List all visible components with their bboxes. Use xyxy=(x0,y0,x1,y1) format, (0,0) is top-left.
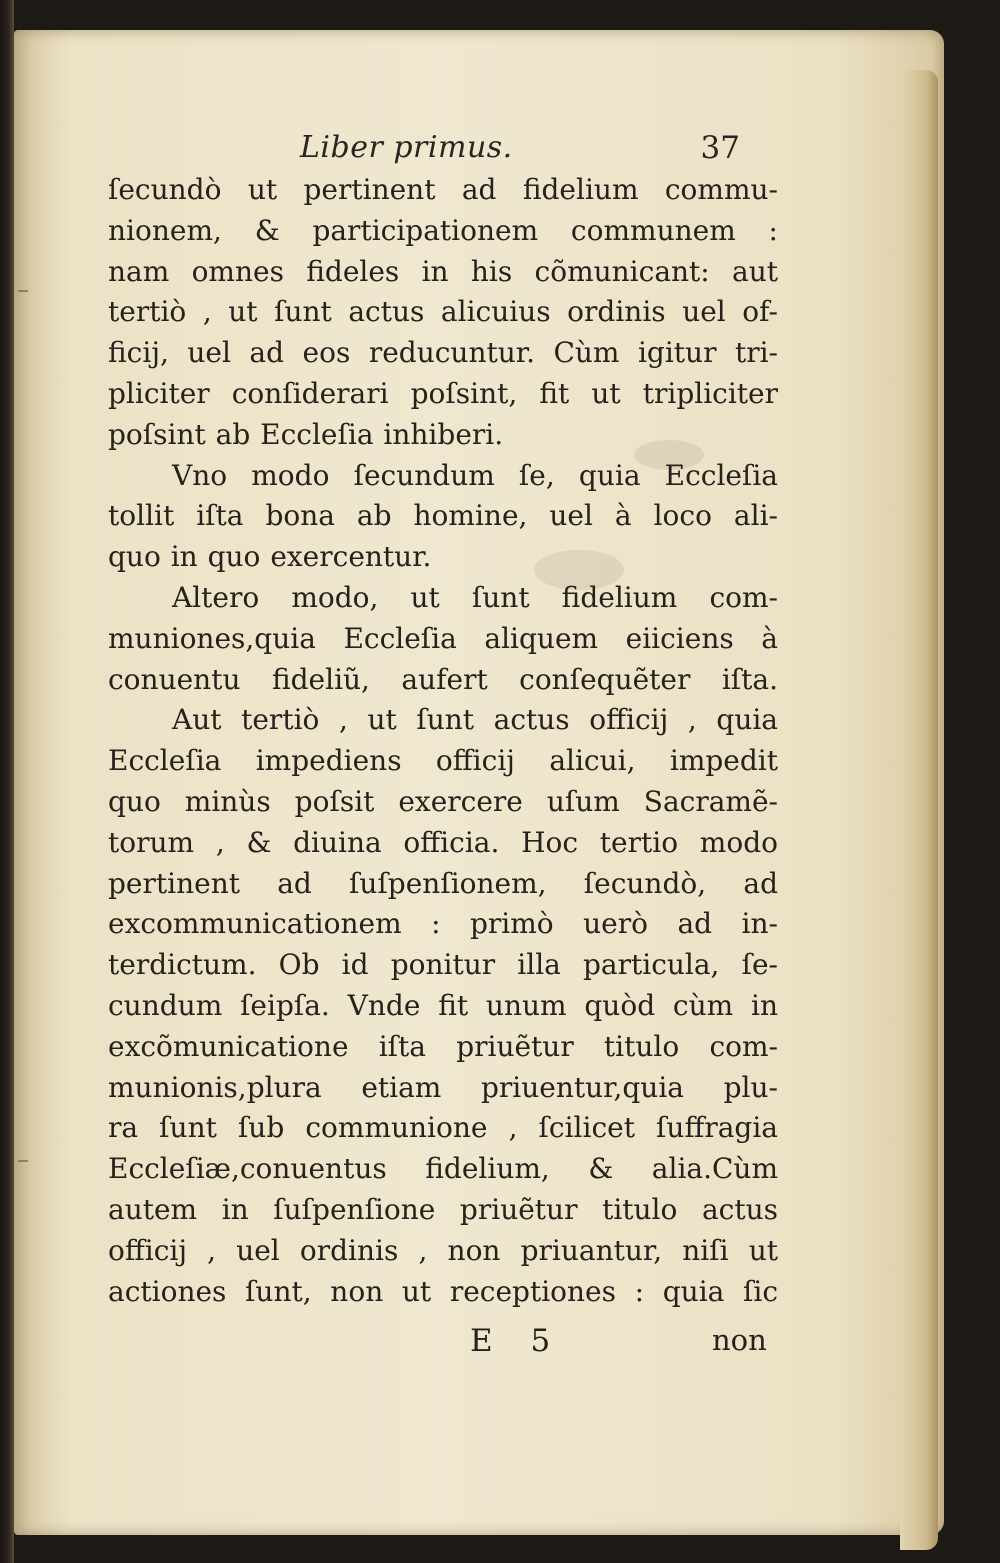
text-line: Eccleſiæ,conuentus fidelium, & alia.Cùm xyxy=(108,1152,778,1186)
text-line: ſecundò ut pertinent ad fidelium commu- xyxy=(108,173,778,206)
text-line: terdictum. Ob id ponitur illa particula, ſe- xyxy=(108,948,778,982)
page-number: 37 xyxy=(700,130,740,166)
text-line: officij , uel ordinis , non priuantur, niſi ut xyxy=(108,1233,778,1267)
text-line: actiones ſunt, non ut receptiones : quia ſic xyxy=(108,1274,778,1308)
margin-mark xyxy=(18,290,28,292)
margin-mark xyxy=(18,1160,28,1162)
page-edge-shadow xyxy=(900,70,938,1550)
text-line: ficij, uel ad eos reducuntur. Cùm igitur tri- xyxy=(108,336,778,370)
text-line: nam omnes fideles in his cõmunicant: aut xyxy=(108,254,778,288)
text-line: poſsint ab Eccleſia inhiberi. xyxy=(108,417,504,451)
paragraph-start-line: Aut tertiò , ut ſunt actus officij , quia xyxy=(172,703,778,737)
text-line: pertinent ad ſuſpenſionem, ſecundò, ad xyxy=(108,866,778,900)
text-line: Eccleſia impediens officij alicui, impedit xyxy=(108,744,778,778)
text-line: tertiò , ut ſunt actus alicuius ordinis uel of- xyxy=(108,295,778,329)
text-line: muniones,quia Eccleſia aliquem eiiciens à xyxy=(108,621,778,655)
body-text xyxy=(108,170,778,1312)
text-line: autem in ſuſpenſione priuẽtur titulo actus xyxy=(108,1192,778,1226)
text-line: quo in quo exercentur. xyxy=(108,540,432,574)
page-header xyxy=(300,130,740,170)
text-line: excõmunicatione iſta priuẽtur titulo com- xyxy=(108,1029,778,1063)
paragraph-start-line: Altero modo, ut ſunt fidelium com- xyxy=(172,580,778,614)
text-line: conuentu fideliũ, aufert conſequẽter iſta. xyxy=(108,662,778,696)
paragraph-start-line: Vno modo ſecundum ſe, quia Eccleſia xyxy=(172,458,778,492)
text-line: torum , & diuina officia. Hoc tertio modo xyxy=(108,825,778,859)
text-line: cundum ſeipſa. Vnde fit unum quòd cùm in xyxy=(108,988,778,1022)
book-binding-edge xyxy=(0,0,14,1563)
text-line: pliciter conſiderari poſsint, fit ut tripliciter xyxy=(108,376,778,410)
signature-mark: E 5 xyxy=(470,1323,565,1359)
catchword: non xyxy=(712,1323,767,1357)
text-line: ra ſunt ſub communione , ſcilicet ſuffragia xyxy=(108,1111,778,1145)
text-line: excommunicationem : primò uerò ad in- xyxy=(108,907,778,941)
running-head: Liber primus. xyxy=(300,130,513,165)
text-line: munionis,plura etiam priuentur,quia plu- xyxy=(108,1070,778,1104)
text-line: tollit iſta bona ab homine, uel à loco ali- xyxy=(108,499,778,533)
text-line: nionem, & participationem communem : xyxy=(108,213,778,247)
text-line: quo minùs poſsit exercere uſum Sacramẽ- xyxy=(108,784,778,818)
